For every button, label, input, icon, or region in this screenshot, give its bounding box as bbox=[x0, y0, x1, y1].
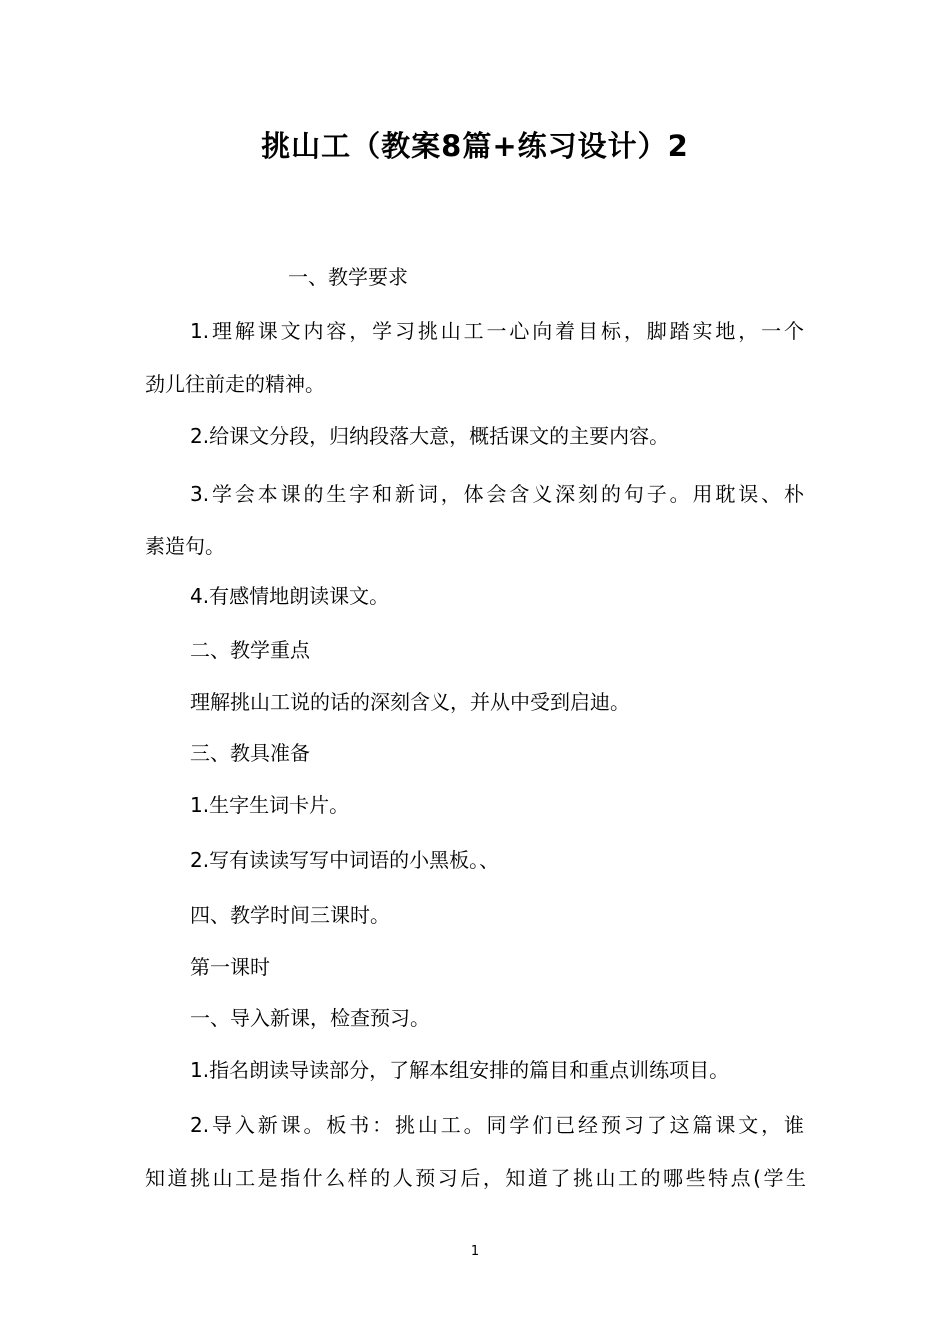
paragraph-line: 2.导入新课。板书：挑山工。同学们已经预习了这篇课文，谁 bbox=[190, 1113, 804, 1137]
paragraph-line: 3.学会本课的生字和新词，体会含义深刻的句子。用耽误、朴 bbox=[190, 482, 804, 506]
paragraph-line: 2.写有读读写写中词语的小黑板。、 bbox=[190, 848, 500, 872]
page-title: 挑山工（教案8篇+练习设计）2 bbox=[261, 129, 689, 163]
paragraph-line: 劲儿往前走的精神。 bbox=[145, 372, 325, 396]
paragraph-line: 1.生字生词卡片。 bbox=[190, 793, 350, 817]
paragraph-line: 1.指名朗读导读部分，了解本组安排的篇目和重点训练项目。 bbox=[190, 1058, 730, 1082]
paragraph-line: 1.理解课文内容，学习挑山工一心向着目标，脚踏实地，一个 bbox=[190, 319, 804, 343]
lesson-heading: 第一课时 bbox=[190, 955, 270, 979]
paragraph-line: 素造句。 bbox=[145, 534, 225, 558]
section-heading-requirements: 一、教学要求 bbox=[288, 265, 408, 289]
paragraph-line: 2.给课文分段，归纳段落大意，概括课文的主要内容。 bbox=[190, 424, 670, 448]
section-heading-key-points: 二、教学重点 bbox=[190, 638, 310, 662]
paragraph-line: 理解挑山工说的话的深刻含义，并从中受到启迪。 bbox=[190, 690, 630, 714]
paragraph-line: 4.有感情地朗读课文。 bbox=[190, 584, 390, 608]
section-heading-schedule: 四、教学时间三课时。 bbox=[190, 903, 390, 927]
paragraph-line: 一、导入新课，检查预习。 bbox=[190, 1006, 430, 1030]
page-number: 1 bbox=[470, 1244, 480, 1259]
section-heading-materials: 三、教具准备 bbox=[190, 741, 310, 765]
paragraph-line: 知道挑山工是指什么样的人预习后，知道了挑山工的哪些特点(学生 bbox=[145, 1166, 806, 1190]
